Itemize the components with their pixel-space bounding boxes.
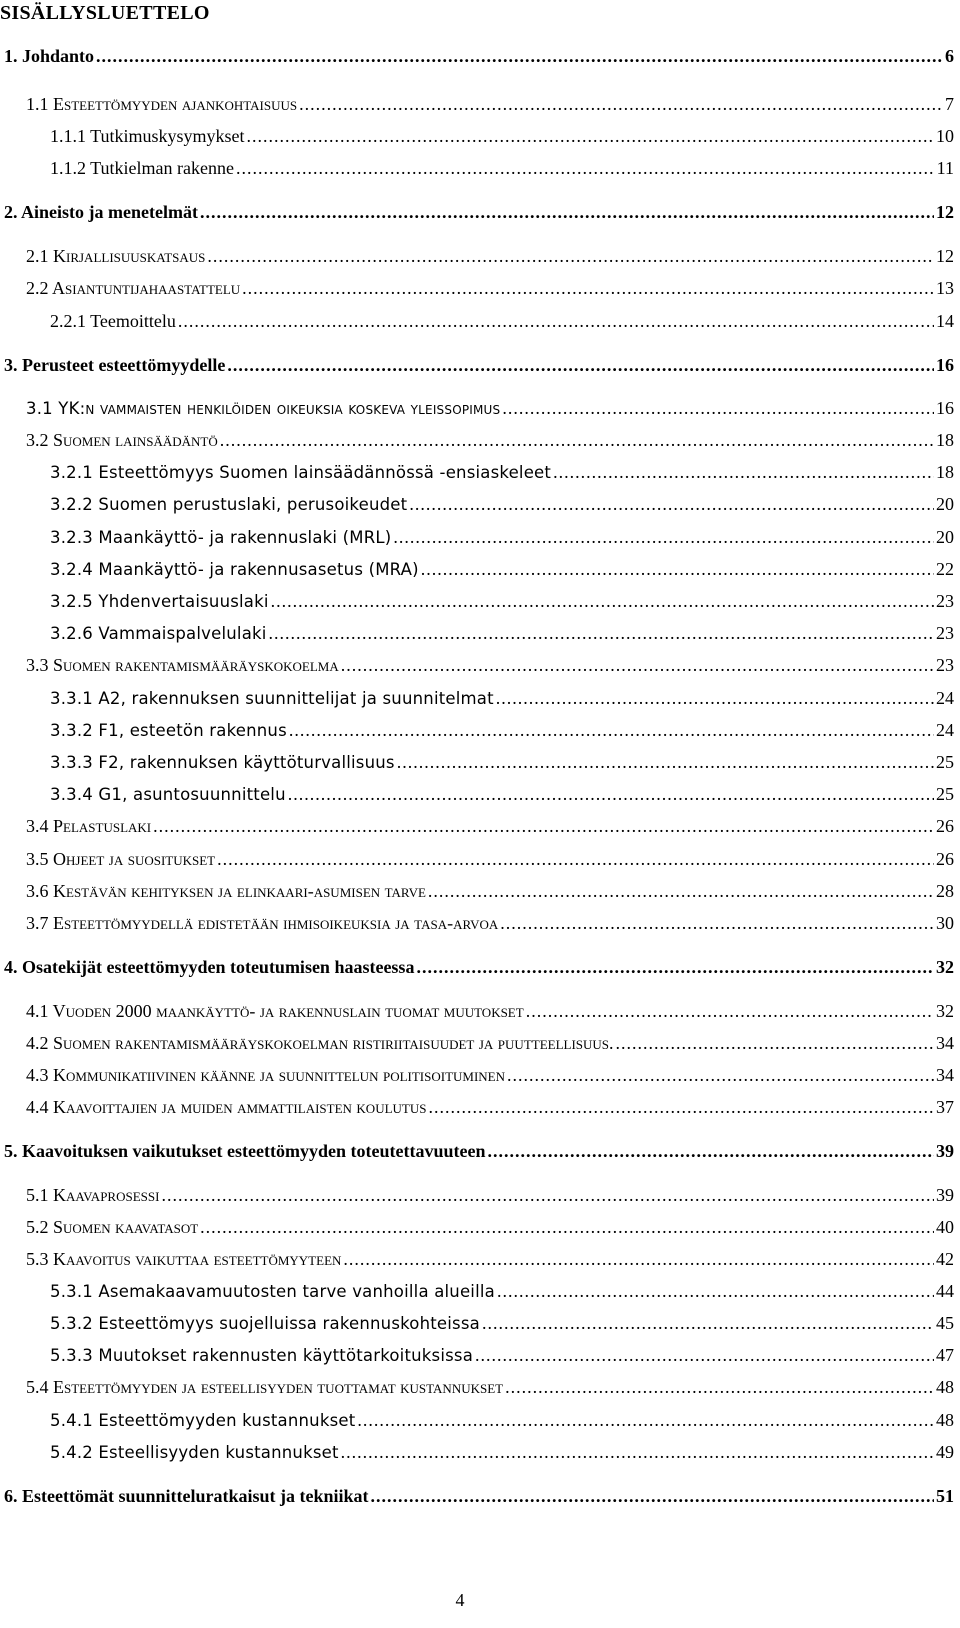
toc-entry-page: 6 [945, 46, 954, 66]
dot-leader [497, 1281, 934, 1302]
dot-leader [217, 849, 934, 870]
toc-entry-page: 34 [936, 1065, 954, 1085]
toc-entry-page: 12 [936, 202, 954, 222]
dot-leader [393, 527, 934, 548]
toc-entry-title: 3.3.1 A2, rakennuksen suunnittelijat ja suunnitelmat [50, 689, 494, 708]
dot-leader [341, 655, 934, 676]
toc-entry[interactable] [50, 527, 954, 548]
dot-leader [616, 1033, 934, 1054]
toc-entry[interactable] [50, 688, 954, 709]
toc-entry-title: 3.2.5 Yhdenvertaisuuslaki [50, 592, 269, 611]
dot-leader [236, 158, 935, 179]
toc-entry[interactable] [50, 158, 954, 179]
toc-entry[interactable] [50, 559, 954, 580]
toc-entry[interactable] [26, 913, 954, 934]
dot-leader [341, 1442, 934, 1463]
toc-entry-title: 4.2 Suomen rakentamismääräyskokoelman ristiriitaisuudet ja puutteellisuus. [26, 1033, 614, 1053]
toc-entry[interactable] [50, 494, 954, 515]
dot-leader [242, 278, 934, 299]
toc-entry-page: 48 [936, 1410, 954, 1430]
toc-entry[interactable] [50, 720, 954, 741]
toc-entry[interactable] [26, 1097, 954, 1118]
toc-entry-page: 40 [936, 1217, 954, 1237]
toc-entry-title: 3.3.2 F1, esteetön rakennus [50, 721, 287, 740]
toc-entry-page: 25 [936, 752, 954, 772]
toc-entry[interactable] [50, 784, 954, 805]
toc-entry-page: 14 [936, 311, 954, 331]
toc-entry[interactable] [26, 1065, 954, 1086]
toc-entry[interactable] [26, 430, 954, 451]
toc-entry-title: 4.1 Vuoden 2000 maankäyttö- ja rakennuslain tuomat muutokset [26, 1001, 524, 1021]
dot-leader [161, 1185, 934, 1206]
toc-entry-title: 4.4 Kaavoittajien ja muiden ammattilaisten koulutus [26, 1097, 427, 1117]
dot-leader [371, 1486, 934, 1507]
dot-leader [247, 126, 934, 147]
dot-leader [288, 784, 934, 805]
dot-leader [553, 462, 934, 483]
toc-entry-page: 23 [936, 655, 954, 675]
toc-entry-page: 16 [936, 398, 954, 418]
toc-entry-title: 3.6 Kestävän kehityksen ja elinkaari-asumisen tarve [26, 881, 426, 901]
toc-entry-page: 13 [936, 278, 954, 298]
dot-leader [207, 246, 934, 267]
toc-entry-page: 12 [936, 246, 954, 266]
toc-entry-title: 4.3 Kommunikatiivinen käänne ja suunnittelun politisoituminen [26, 1065, 506, 1085]
dot-leader [357, 1410, 934, 1431]
toc-entry-page: 30 [936, 913, 954, 933]
toc-entry-page: 11 [936, 158, 954, 178]
toc-entry[interactable] [50, 1281, 954, 1302]
toc-entry-title: 3.2.3 Maankäyttö- ja rakennuslaki (MRL) [50, 528, 392, 547]
toc-entry-title: 2.2.1 Teemoittelu [50, 311, 176, 331]
toc-entry-page: 24 [936, 688, 954, 708]
toc-entry-page: 49 [936, 1442, 954, 1462]
toc-entry[interactable] [50, 462, 954, 483]
toc-entry[interactable] [50, 752, 954, 773]
toc-entry-title: 5.2 Suomen kaavatasot [26, 1217, 199, 1237]
toc-entry[interactable] [26, 1185, 954, 1206]
toc-entry-title: 3.3.3 F2, rakennuksen käyttöturvallisuus [50, 753, 395, 772]
toc-entry-title: 3.5 Ohjeet ja suositukset [26, 849, 216, 869]
toc-entry[interactable] [26, 1033, 954, 1054]
toc-entry-title: 5.4 Esteettömyyden ja esteellisyyden tuottamat kustannukset [26, 1377, 504, 1397]
dot-leader [227, 355, 934, 376]
dot-leader [153, 816, 934, 837]
toc-entry-page: 37 [936, 1097, 954, 1117]
dot-leader [289, 720, 934, 741]
toc-entry[interactable] [26, 1377, 954, 1398]
toc-entry-title: 3. Perusteet esteettömyydelle [4, 355, 226, 375]
dot-leader [200, 202, 934, 223]
toc-entry-title: 3.3.4 G1, asuntosuunnittelu [50, 785, 286, 804]
toc-entry-page: 47 [936, 1345, 954, 1365]
toc-entry-title: 3.2.4 Maankäyttö- ja rakennusasetus (MRA) [50, 560, 419, 579]
toc-entry-title: 5.4.1 Esteettömyyden kustannukset [50, 1411, 356, 1430]
toc-entry-page: 39 [936, 1141, 954, 1161]
toc-entry-page: 23 [936, 623, 954, 643]
toc-entry-page: 44 [936, 1281, 954, 1301]
toc-entry[interactable] [4, 46, 954, 67]
toc-entry-page: 22 [936, 559, 954, 579]
toc-entry[interactable] [50, 591, 954, 612]
dot-leader [526, 1001, 934, 1022]
toc-entry[interactable] [26, 849, 954, 870]
dot-leader [502, 398, 934, 419]
toc-entry[interactable] [4, 355, 954, 376]
toc-entry[interactable] [26, 816, 954, 837]
toc-entry[interactable] [50, 126, 954, 147]
toc-entry[interactable] [26, 655, 954, 676]
toc-entry[interactable] [50, 1345, 954, 1366]
dot-leader [500, 913, 934, 934]
dot-leader [475, 1345, 934, 1366]
toc-entry[interactable] [4, 1486, 954, 1507]
dot-leader [507, 1065, 934, 1086]
toc-entry-title: 2. Aineisto ja menetelmät [4, 202, 198, 222]
page-number: 4 [455, 1590, 465, 1610]
toc-entry-title: 5.4.2 Esteellisyyden kustannukset [50, 1443, 339, 1462]
toc-entry-page: 24 [936, 720, 954, 740]
toc-heading: SISÄLLYSLUETTELO [0, 2, 210, 24]
toc-entry[interactable] [26, 278, 954, 299]
toc-entry-page: 32 [936, 957, 954, 977]
dot-leader [397, 752, 934, 773]
toc-entry[interactable] [4, 957, 954, 978]
toc-entry-title: 6. Esteettömät suunnitteluratkaisut ja tekniikat [4, 1486, 369, 1506]
toc-entry-title: 3.4 Pelastuslaki [26, 816, 152, 836]
toc-entry-page: 39 [936, 1185, 954, 1205]
toc-entry[interactable] [26, 94, 954, 115]
toc-entry-page: 25 [936, 784, 954, 804]
toc-entry-page: 28 [936, 881, 954, 901]
toc-entry[interactable] [4, 202, 954, 223]
dot-leader [96, 46, 943, 67]
toc-entry-page: 18 [936, 430, 954, 450]
toc-entry-page: 51 [936, 1486, 954, 1506]
toc-entry-title: 1. Johdanto [4, 46, 95, 66]
toc-entry-page: 34 [936, 1033, 954, 1053]
toc-entry-title: 1.1 Esteettömyyden ajankohtaisuus [26, 94, 298, 114]
dot-leader [200, 1217, 934, 1238]
toc-entry-title: 5.1 Kaavaprosessi [26, 1185, 160, 1205]
toc-entry-title: 1.1.1 Tutkimuskysymykset [50, 126, 245, 146]
toc-entry-page: 7 [945, 94, 954, 114]
toc-entry-title: 5. Kaavoituksen vaikutukset esteettömyyden toteutettavuuteen [4, 1141, 486, 1161]
toc-entry-page: 10 [936, 126, 954, 146]
toc-entry-title: 2.2 Asiantuntijahaastattelu [26, 278, 241, 298]
dot-leader [409, 494, 934, 515]
toc-entry-title: 1.1.2 Tutkielman rakenne [50, 158, 234, 178]
toc-entry-title: 3.7 Esteettömyydellä edistetään ihmisoikeuksia ja tasa-arvoa [26, 913, 499, 933]
toc-entry-title: 5.3 Kaavoitus vaikuttaa esteettömyyteen [26, 1249, 342, 1269]
dot-leader [505, 1377, 934, 1398]
dot-leader [299, 94, 943, 115]
toc-entry-page: 23 [936, 591, 954, 611]
dot-leader [178, 311, 934, 332]
dot-leader [343, 1249, 934, 1270]
toc-entry-title: 5.3.2 Esteettömyys suojelluissa rakennuskohteissa [50, 1314, 480, 1333]
dot-leader [482, 1313, 934, 1334]
toc-entry-title: 3.2 Suomen lainsäädäntö [26, 430, 218, 450]
toc-entry-page: 45 [936, 1313, 954, 1333]
toc-entry-title: 3.2.6 Vammaispalvelulaki [50, 624, 267, 643]
dot-leader [428, 1097, 934, 1118]
dot-leader [220, 430, 934, 451]
dot-leader [269, 623, 934, 644]
toc-entry-title: 5.3.1 Asemakaavamuutosten tarve vanhoilla alueilla [50, 1282, 495, 1301]
toc-entry-title: 5.3.3 Muutokset rakennusten käyttötarkoituksissa [50, 1346, 474, 1365]
toc-entry[interactable] [26, 881, 954, 902]
toc-entry-page: 18 [936, 462, 954, 482]
toc-entry-title: 3.2.2 Suomen perustuslaki, perusoikeudet [50, 495, 408, 514]
toc-entry[interactable] [26, 398, 954, 419]
toc-entry[interactable] [26, 1249, 954, 1270]
toc-entry-title: 3.3 Suomen rakentamismääräyskokoelma [26, 655, 339, 675]
toc-entry[interactable] [26, 1001, 954, 1022]
toc-entry-page: 42 [936, 1249, 954, 1269]
dot-leader [271, 591, 934, 612]
toc-entry-page: 26 [936, 816, 954, 836]
toc-entry-title: 3.2.1 Esteettömyys Suomen lainsäädännössä -ensiaskeleet [50, 463, 552, 482]
toc-entry[interactable] [50, 1313, 954, 1334]
dot-leader [496, 688, 934, 709]
toc-entry-page: 20 [936, 527, 954, 547]
toc-entry-title: 2.1 Kirjallisuuskatsaus [26, 246, 206, 266]
toc-entry-title: 3.1 YK:n vammaisten henkilöiden oikeuksia koskeva yleissopimus [26, 399, 501, 418]
toc-entry[interactable] [50, 1442, 954, 1463]
toc-entry[interactable] [50, 623, 954, 644]
toc-entry-page: 48 [936, 1377, 954, 1397]
dot-leader [428, 881, 934, 902]
dot-leader [416, 957, 934, 978]
toc-entry[interactable] [50, 311, 954, 332]
dot-leader [421, 559, 934, 580]
dot-leader [487, 1141, 934, 1162]
toc-entry-page: 16 [936, 355, 954, 375]
toc-entry-title: 4. Osatekijät esteettömyyden toteutumisen haasteessa [4, 957, 415, 977]
toc-entry[interactable] [4, 1141, 954, 1162]
toc-entry[interactable] [26, 1217, 954, 1238]
toc-entry-page: 20 [936, 494, 954, 514]
toc-entry[interactable] [50, 1410, 954, 1431]
toc-entry-page: 32 [936, 1001, 954, 1021]
toc-entry[interactable] [26, 246, 954, 267]
toc-entry-page: 26 [936, 849, 954, 869]
